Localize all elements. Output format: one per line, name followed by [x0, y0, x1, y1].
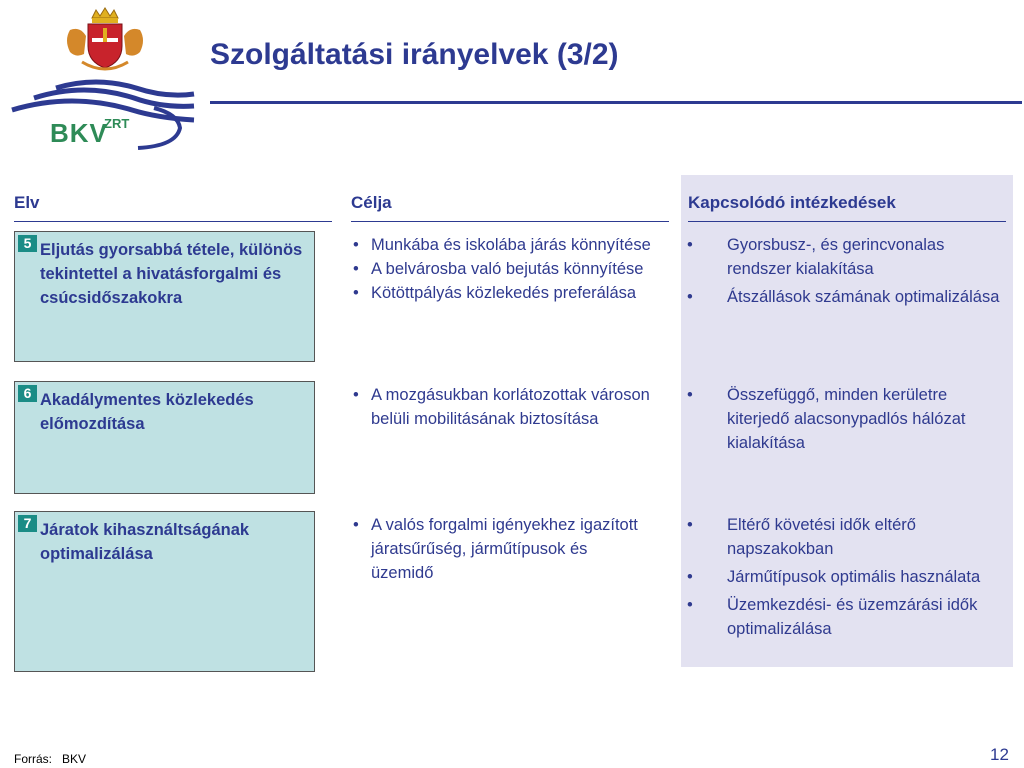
principle-box-6	[14, 381, 315, 494]
principle-number-badge: 5	[18, 235, 37, 252]
goals-list-6	[351, 383, 651, 431]
source-label: Forrás:	[14, 752, 53, 766]
column-divider-elv	[14, 221, 332, 222]
measure-item: • Eltérő követési idők eltérő napszakokban	[682, 513, 1002, 561]
page-number: 12	[990, 745, 1009, 764]
goals-list-5	[351, 233, 651, 305]
goals-list-7	[351, 513, 651, 585]
logo-area	[0, 0, 205, 160]
measure-item: • Járműtípusok optimális használata	[682, 565, 1002, 589]
column-header-celja: Célja	[351, 193, 392, 212]
bkv-logo-text: BKV	[50, 118, 108, 148]
measure-item: • Üzemkezdési- és üzemzárási idők optimalizálása	[682, 593, 1002, 641]
measures-list-5	[682, 233, 1002, 313]
principle-text: Akadálymentes közlekedés előmozdítása	[40, 391, 254, 433]
bkv-logo-suffix: ZRT	[104, 116, 130, 131]
principle-text: Eljutás gyorsabbá tétele, különös tekintettel a hivatásforgalmi és csúcsidőszakokra	[40, 241, 303, 307]
source-value: BKV	[62, 752, 87, 766]
footer-source	[14, 752, 86, 766]
column-divider-kapcsolodo	[688, 221, 1006, 222]
measures-list-7	[682, 513, 1002, 645]
column-header-elv: Elv	[14, 193, 40, 212]
goal-item: • A mozgásukban korlátozottak városon belüli mobilitásának biztosítása	[351, 383, 651, 431]
principle-box-5	[14, 231, 315, 362]
goal-item: • A valós forgalmi igényekhez igazított járatsűrűség, járműtípusok és üzemidő	[351, 513, 651, 585]
title-divider	[210, 101, 1022, 104]
measure-item: • Átszállások számának optimalizálása	[682, 285, 1002, 309]
column-header-kapcsolodo: Kapcsolódó intézkedések	[688, 193, 896, 212]
principle-box-7	[14, 511, 315, 672]
goal-item: • A belvárosba való bejutás könnyítése	[351, 257, 651, 281]
measures-list-6	[682, 383, 1002, 459]
principle-text: Járatok kihasználtságának optimalizálása	[40, 521, 250, 563]
principle-number-badge: 7	[18, 515, 37, 532]
measure-item: • Gyorsbusz-, és gerincvonalas rendszer kialakítása	[682, 233, 1002, 281]
goal-item: • Munkába és iskolába járás könnyítése	[351, 233, 651, 257]
measure-item: • Összefüggő, minden kerületre kiterjedő alacsonypadlós hálózat kialakítása	[682, 383, 1002, 455]
principle-number-badge: 6	[18, 385, 37, 402]
page-title: Szolgáltatási irányelvek (3/2)	[210, 38, 619, 71]
column-divider-celja	[351, 221, 669, 222]
goal-item: • Kötöttpályás közlekedés preferálása	[351, 281, 651, 305]
